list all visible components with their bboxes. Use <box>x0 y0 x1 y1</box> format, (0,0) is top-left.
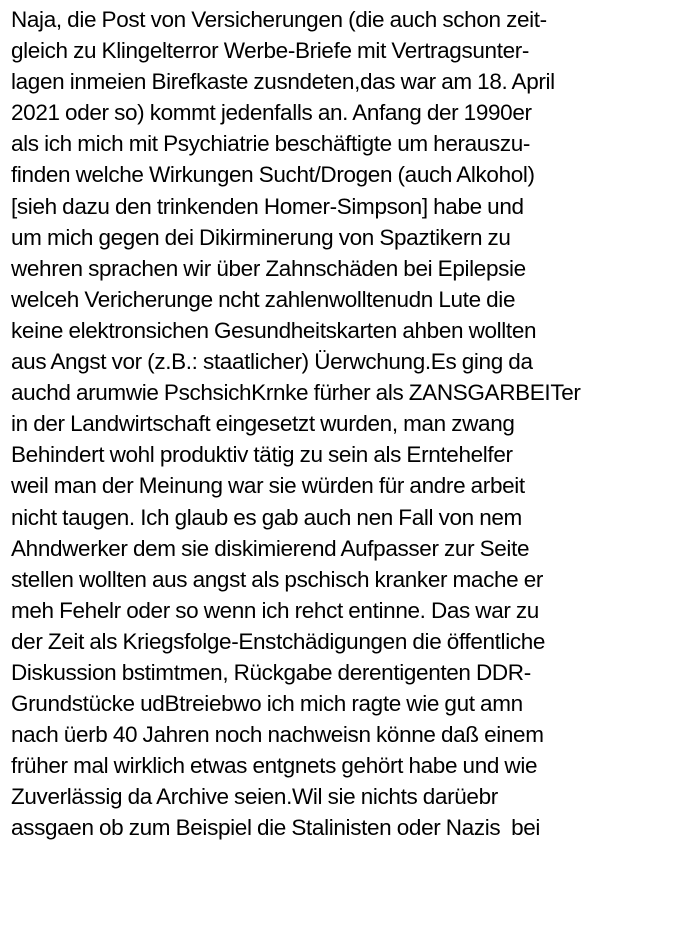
text-line: Grundstücke udBtreiebwo ich mich ragte wie gut amn <box>11 691 523 717</box>
text-line: wehren sprachen wir über Zahnschäden bei Epilepsie <box>11 255 526 281</box>
text-line: meh Fehelr oder so wenn ich rehct entinne. Das war zu <box>11 597 539 623</box>
text-line: nicht taugen. Ich glaub es gab auch nen Fall von nem <box>11 504 522 530</box>
text-line: lagen inmeien Birefkaste zusndeten,das war am 18. April <box>11 69 555 95</box>
text-line: in der Landwirtschaft eingesetzt wurden, man zwang <box>11 411 515 437</box>
text-line: gleich zu Klingelterror Werbe-Briefe mit Vertragsunter- <box>11 38 530 64</box>
text-line: aus Angst vor (z.B.: staatlicher) Üerwchung.Es ging da <box>11 349 533 375</box>
document-body-text <box>11 4 681 844</box>
text-line: auchd arumwie PschsichKrnke fürher als ZANSGARBEITer <box>11 380 581 406</box>
text-line: nach üerb 40 Jahren noch nachweisn könne daß einem <box>11 722 544 748</box>
text-line: welceh Vericherunge ncht zahlenwolltenudn Lute die <box>11 286 516 312</box>
text-line: weil man der Meinung war sie würden für andre arbeit <box>11 473 525 499</box>
text-line: früher mal wirklich etwas entgnets gehört habe und wie <box>11 753 538 779</box>
text-line: Ahndwerker dem sie diskimierend Aufpasser zur Seite <box>11 535 530 561</box>
text-line: um mich gegen dei Dikirminerung von Spaztikern zu <box>11 224 511 250</box>
text-line: finden welche Wirkungen Sucht/Drogen (auch Alkohol) <box>11 162 535 188</box>
text-line: als ich mich mit Psychiatrie beschäftigte um herauszu- <box>11 131 531 157</box>
text-line: Behindert wohl produktiv tätig zu sein als Erntehelfer <box>11 442 513 468</box>
text-line: Diskussion bstimtmen, Rückgabe derentigenten DDR- <box>11 659 531 685</box>
text-line: 2021 oder so) kommt jedenfalls an. Anfang der 1990er <box>11 100 532 126</box>
text-line: der Zeit als Kriegsfolge-Enstchädigungen die öffentliche <box>11 628 546 654</box>
text-line: [sieh dazu den trinkenden Homer-Simpson] habe und <box>11 193 524 219</box>
text-line: Zuverlässig da Archive seien.Wil sie nichts darüebr <box>11 784 498 810</box>
text-line: keine elektronsichen Gesundheitskarten ahben wollten <box>11 317 537 343</box>
text-line: assgaen ob zum Beispiel die Stalinisten oder Nazis bei <box>11 815 541 841</box>
text-line: Naja, die Post von Versicherungen (die auch schon zeit- <box>11 7 547 32</box>
text-line: stellen wollten aus angst als pschisch kranker mache er <box>11 566 544 592</box>
